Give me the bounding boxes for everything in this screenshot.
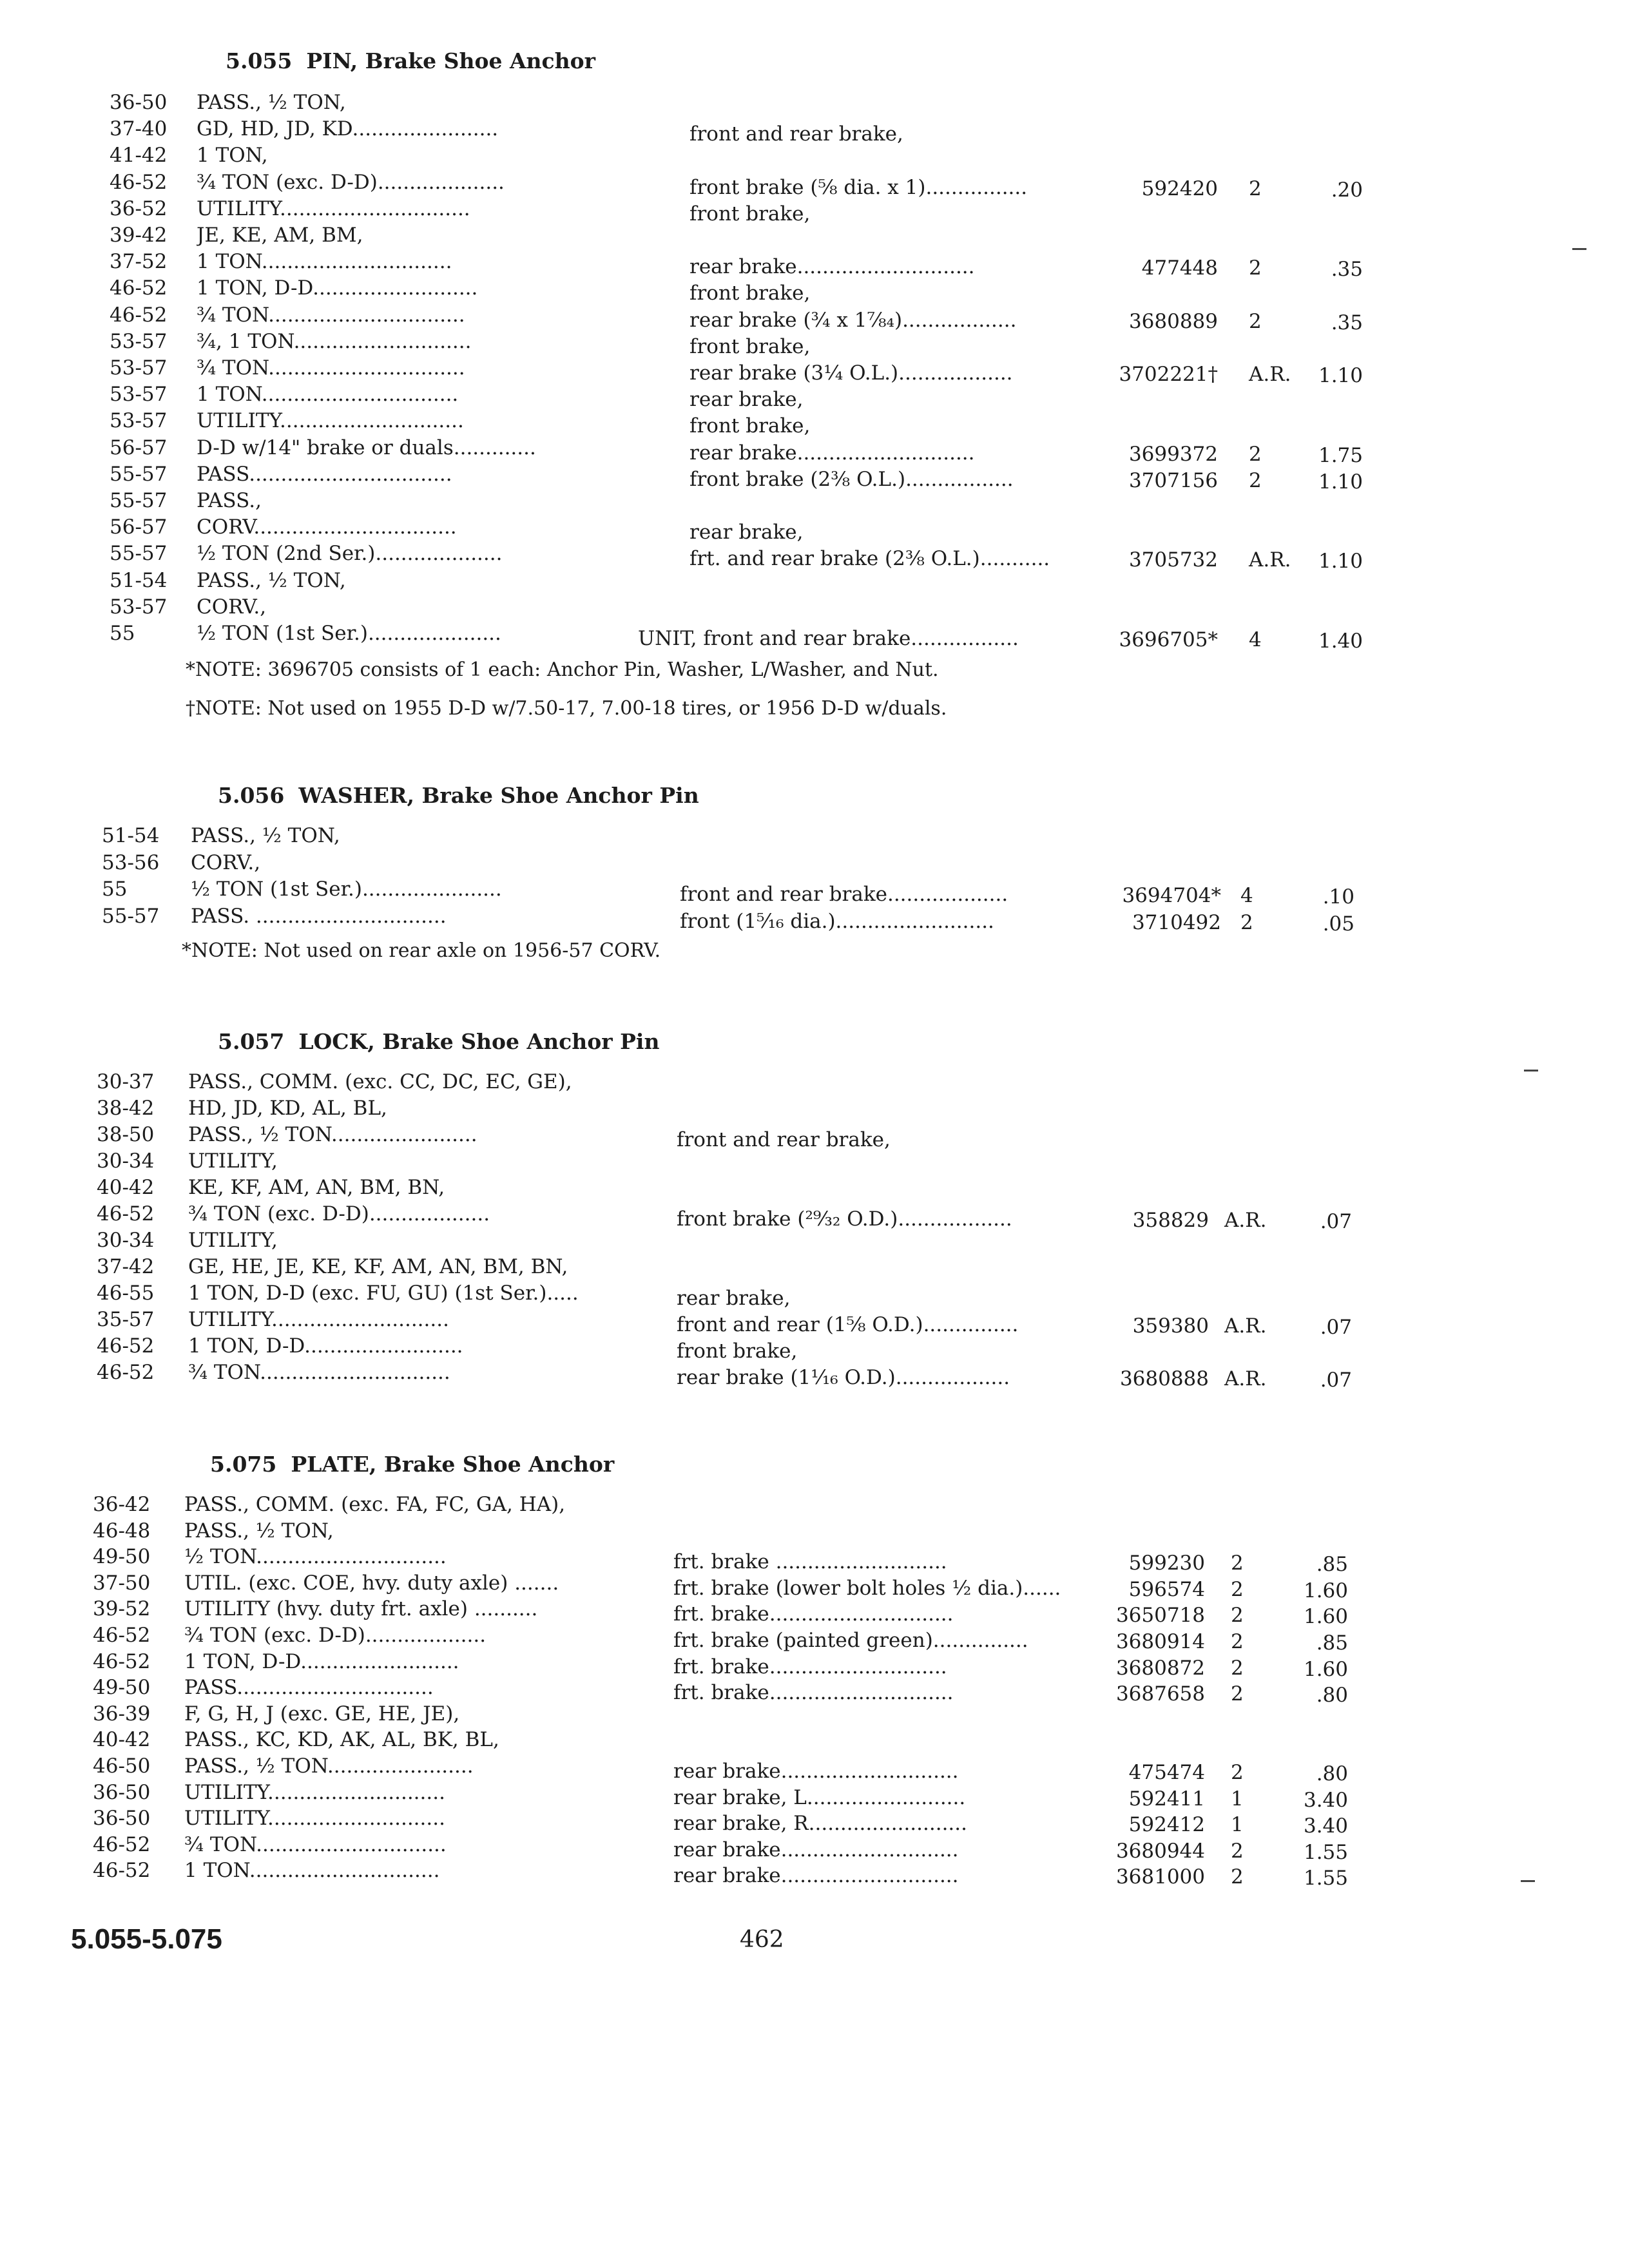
part-number: 3694704*	[1122, 884, 1221, 907]
model-description: ¾ TON...............................	[197, 356, 465, 380]
application: frt. brake ...........................	[673, 1550, 947, 1574]
quantity: A.R.	[1224, 1209, 1267, 1232]
quantity: A.R.	[1249, 363, 1291, 386]
model-description: 1 TON..............................	[184, 1859, 440, 1883]
model-description: UTILITY............................	[184, 1780, 445, 1804]
year-range: 46-52	[93, 1624, 151, 1647]
year-range: 49-50	[93, 1545, 151, 1569]
part-number: 3650718	[1115, 1604, 1205, 1628]
application: rear brake............................	[673, 1760, 959, 1783]
model-description: CORV.,	[197, 595, 267, 619]
price: 1.60	[1303, 1657, 1348, 1681]
part-number: 3707156	[1128, 468, 1218, 492]
year-range: 46-52	[93, 1832, 151, 1856]
part-number: 592420	[1141, 177, 1218, 200]
application: UNIT, front and rear brake.................	[638, 627, 1019, 650]
quantity: 4	[1249, 628, 1262, 651]
price: 1.60	[1303, 1605, 1348, 1629]
application: rear brake, R.........................	[673, 1812, 967, 1836]
model-description: PASS., ½ TON,	[197, 91, 346, 114]
table-row	[0, 1254, 1629, 1282]
year-range: 46-52	[110, 170, 168, 194]
table-row	[0, 436, 1629, 467]
margin-mark	[1521, 1880, 1535, 1882]
quantity: 2	[1231, 1761, 1244, 1784]
model-description: GE, HE, JE, KE, KF, AM, AN, BM, BN,	[188, 1255, 568, 1278]
price: .10	[1322, 885, 1354, 908]
part-number: 358829	[1132, 1209, 1209, 1232]
year-range: 53-57	[110, 329, 168, 353]
application: front brake,	[689, 414, 811, 438]
table-row	[0, 1519, 1629, 1546]
table-row	[0, 303, 1629, 334]
year-range: 56-57	[110, 515, 168, 539]
model-description: UTIL. (exc. COE, hvy. duty axle) .......	[184, 1571, 559, 1595]
table-row	[0, 1858, 1629, 1890]
table-row	[0, 356, 1629, 387]
section-heading	[218, 1029, 659, 1054]
part-number: 3699372	[1128, 442, 1218, 466]
year-range: 46-52	[110, 276, 168, 300]
part-number: 3705732	[1128, 548, 1218, 572]
table-row	[0, 1334, 1629, 1361]
quantity: 4	[1240, 884, 1253, 907]
year-range: 53-57	[110, 383, 168, 407]
table-row	[0, 1281, 1629, 1308]
year-range: 40-42	[97, 1176, 155, 1199]
model-description: UTILITY,	[188, 1229, 278, 1252]
application: rear brake, L.........................	[673, 1785, 966, 1809]
model-description: UTILITY............................	[188, 1308, 449, 1331]
application: front brake,	[689, 282, 811, 305]
year-range: 55	[110, 622, 135, 645]
year-range: 55	[102, 878, 128, 901]
model-description: ¾, 1 TON............................	[197, 329, 472, 353]
year-range: 36-52	[110, 197, 168, 220]
table-row	[0, 170, 1629, 202]
model-description: 1 TON,	[197, 144, 268, 168]
application: rear brake,	[689, 388, 804, 412]
year-range: 55-57	[110, 489, 168, 512]
application: rear brake (¾ x 1⅞₄)..................	[689, 308, 1017, 332]
model-description: PASS., COMM. (exc. CC, DC, EC, GE),	[188, 1070, 572, 1093]
model-description: UTILITY............................	[184, 1807, 445, 1831]
application: frt. brake.............................	[673, 1602, 954, 1626]
year-range: 46-52	[97, 1334, 155, 1358]
quantity: 2	[1231, 1682, 1244, 1706]
model-description: PASS., KC, KD, AK, AL, BK, BL,	[184, 1728, 499, 1752]
table-row	[0, 1122, 1629, 1149]
footnote: *NOTE: 3696705 consists of 1 each: Anchor Pin, Washer, L/Washer, and Nut.	[186, 658, 939, 681]
part-number: 3681000	[1115, 1865, 1205, 1889]
section-number: 5.057	[218, 1029, 285, 1054]
part-number: 3680872	[1115, 1656, 1205, 1680]
model-description: PASS................................	[197, 462, 452, 486]
price: .85	[1316, 1631, 1348, 1655]
application: rear brake,	[677, 1287, 791, 1310]
model-description: UTILITY (hvy. duty frt. axle) ..........	[184, 1597, 538, 1621]
application: front (1⁵⁄₁₆ dia.).........................	[680, 909, 994, 933]
table-row	[0, 1675, 1629, 1707]
table-row	[0, 1492, 1629, 1519]
model-description: PASS., ½ TON,	[191, 824, 340, 847]
year-range: 51-54	[102, 824, 160, 847]
table-row	[0, 568, 1629, 595]
quantity: A.R.	[1249, 548, 1291, 572]
model-description: ¾ TON...............................	[197, 303, 465, 327]
year-range: 30-37	[97, 1070, 155, 1093]
table-row	[0, 382, 1629, 412]
price: 1.40	[1318, 629, 1363, 653]
model-description: 1 TON...............................	[197, 383, 459, 407]
year-range: 36-50	[110, 91, 168, 114]
application: frt. brake (lower bolt holes ½ dia.)......	[673, 1576, 1061, 1600]
part-number: 599230	[1128, 1552, 1205, 1575]
table-row	[0, 462, 1629, 494]
table-row	[0, 515, 1629, 542]
quantity: 2	[1231, 1839, 1244, 1863]
model-description: ¾ TON (exc. D-D)....................	[197, 170, 505, 194]
year-range: 46-52	[93, 1649, 151, 1673]
part-number: 3680944	[1115, 1839, 1205, 1863]
section-heading	[210, 1452, 614, 1477]
model-description: ¾ TON..............................	[184, 1832, 447, 1856]
footnote: *NOTE: Not used on rear axle on 1956-57 CORV.	[182, 939, 661, 962]
margin-mark	[1572, 248, 1586, 250]
part-number: 592411	[1128, 1787, 1205, 1811]
table-row	[0, 1096, 1629, 1123]
model-description: HD, JD, KD, AL, BL,	[188, 1097, 387, 1120]
price: .80	[1316, 1762, 1348, 1785]
table-row	[0, 143, 1629, 170]
quantity: 2	[1249, 442, 1262, 466]
application: front and rear brake,	[677, 1128, 891, 1151]
margin-mark	[1524, 1070, 1538, 1072]
model-description: CORV................................	[197, 515, 457, 539]
table-row	[0, 1544, 1629, 1577]
year-range: 53-56	[102, 850, 160, 874]
model-description: PASS., ½ TON,	[184, 1519, 334, 1542]
year-range: 37-40	[110, 117, 168, 141]
model-description: PASS., ½ TON,	[197, 568, 346, 592]
table-row	[0, 1727, 1629, 1754]
year-range: 35-57	[97, 1308, 155, 1331]
price: .07	[1320, 1210, 1352, 1233]
part-number: 3702221†	[1119, 363, 1218, 386]
year-range: 36-39	[93, 1702, 151, 1725]
price: 1.60	[1303, 1579, 1348, 1602]
section-heading	[226, 48, 595, 73]
year-range: 36-50	[93, 1780, 151, 1804]
price: .35	[1331, 311, 1363, 334]
price: 3.40	[1303, 1814, 1348, 1838]
year-range: 53-57	[110, 409, 168, 433]
year-range: 46-52	[97, 1361, 155, 1384]
section-title: WASHER, Brake Shoe Anchor Pin	[298, 783, 699, 808]
application: front brake,	[689, 334, 811, 358]
model-description: PASS., ½ TON.......................	[188, 1123, 477, 1146]
model-description: JE, KE, AM, BM,	[197, 224, 363, 247]
year-range: 53-57	[110, 356, 168, 380]
year-range: 46-52	[93, 1859, 151, 1883]
model-description: ¾ TON..............................	[188, 1361, 450, 1384]
table-row	[0, 408, 1629, 436]
year-range: 46-52	[110, 303, 168, 327]
model-description: PASS., ½ TON.......................	[184, 1754, 474, 1778]
price: 1.55	[1303, 1867, 1348, 1890]
quantity: 2	[1231, 1604, 1244, 1628]
model-description: 1 TON, D-D..........................	[197, 276, 478, 300]
year-range: 37-42	[97, 1255, 155, 1278]
quantity: 2	[1231, 1577, 1244, 1601]
quantity: 2	[1249, 256, 1262, 280]
table-row	[0, 1149, 1629, 1176]
table-row	[0, 117, 1629, 144]
year-range: 40-42	[93, 1728, 151, 1752]
application: rear brake............................	[673, 1864, 959, 1888]
application: front and rear brake,	[689, 122, 903, 146]
year-range: 55-57	[110, 542, 168, 566]
table-row	[0, 1623, 1629, 1655]
application: frt. brake (painted green)...............	[673, 1629, 1028, 1652]
model-description: PASS., COMM. (exc. FA, FC, GA, HA),	[184, 1493, 566, 1516]
price: .35	[1331, 258, 1363, 282]
quantity: 2	[1231, 1656, 1244, 1680]
table-row	[0, 1597, 1629, 1629]
part-number: 592412	[1128, 1813, 1205, 1837]
footnote: †NOTE: Not used on 1955 D-D w/7.50-17, 7.00-18 tires, or 1956 D-D w/duals.	[186, 697, 947, 720]
section-title: LOCK, Brake Shoe Anchor Pin	[298, 1029, 660, 1054]
section-number: 5.056	[218, 783, 285, 808]
quantity: 1	[1231, 1813, 1244, 1837]
model-description: ½ TON (1st Ser.).....................	[197, 622, 501, 645]
table-row	[0, 1360, 1629, 1392]
part-number: 3696705*	[1119, 628, 1218, 651]
table-row	[0, 904, 1629, 936]
model-description: ½ TON..............................	[184, 1545, 447, 1569]
year-range: 51-54	[110, 568, 168, 592]
quantity: 2	[1249, 468, 1262, 492]
application: rear brake,	[689, 521, 804, 544]
year-range: 46-52	[97, 1202, 155, 1225]
model-description: ½ TON (2nd Ser.)....................	[197, 542, 503, 566]
application: front brake,	[677, 1340, 798, 1363]
application: rear brake (3¼ O.L.)..................	[689, 361, 1013, 385]
price: .07	[1320, 1316, 1352, 1339]
model-description: CORV.,	[191, 850, 261, 874]
table-row	[0, 1202, 1629, 1233]
price: 1.10	[1318, 550, 1363, 573]
price: 1.10	[1318, 364, 1363, 387]
year-range: 46-50	[93, 1754, 151, 1778]
table-row	[0, 621, 1629, 653]
application: front and rear brake...................	[680, 883, 1008, 906]
price: 1.75	[1318, 443, 1363, 467]
price: .20	[1331, 178, 1363, 202]
table-row	[0, 197, 1629, 224]
table-row	[0, 1649, 1629, 1681]
model-description: UTILITY,	[188, 1149, 278, 1173]
table-row	[0, 1571, 1629, 1602]
table-row	[0, 541, 1629, 573]
model-description: 1 TON..............................	[197, 250, 452, 274]
model-description: 1 TON, D-D.........................	[188, 1334, 463, 1358]
table-row	[0, 1175, 1629, 1202]
quantity: 2	[1240, 910, 1253, 934]
model-description: ½ TON (1st Ser.)......................	[191, 878, 502, 901]
year-range: 30-34	[97, 1229, 155, 1252]
part-number: 477448	[1141, 256, 1218, 280]
table-row	[0, 488, 1629, 515]
table-row	[0, 276, 1629, 303]
application: front brake (⅝ dia. x 1)................	[689, 175, 1028, 199]
part-number: 475474	[1128, 1761, 1205, 1784]
year-range: 53-57	[110, 595, 168, 619]
section-number: 5.075	[210, 1452, 277, 1477]
table-row	[0, 223, 1629, 250]
model-description: ¾ TON (exc. D-D)...................	[188, 1202, 490, 1225]
table-row	[0, 595, 1629, 622]
model-description: UTILITY..............................	[197, 197, 470, 220]
part-number: 359380	[1132, 1314, 1209, 1338]
table-row	[0, 90, 1629, 117]
section-heading	[218, 783, 699, 808]
quantity: A.R.	[1224, 1314, 1267, 1338]
application: front and rear (1⅝ O.D.)...............	[677, 1313, 1019, 1336]
quantity: 1	[1231, 1787, 1244, 1811]
model-description: PASS...............................	[184, 1676, 434, 1700]
model-description: KE, KF, AM, AN, BM, BN,	[188, 1176, 445, 1199]
section-number: 5.055	[226, 48, 293, 73]
year-range: 55-57	[110, 462, 168, 486]
model-description: D-D w/14" brake or duals.............	[197, 436, 536, 459]
price: 1.55	[1303, 1840, 1348, 1864]
table-row	[0, 1070, 1629, 1097]
model-description: 1 TON, D-D (exc. FU, GU) (1st Ser.).....	[188, 1282, 579, 1305]
year-range: 38-42	[97, 1097, 155, 1120]
application: rear brake (1⅟₁₆ O.D.)..................	[677, 1366, 1010, 1389]
year-range: 36-42	[93, 1493, 151, 1516]
table-row	[0, 1832, 1629, 1864]
part-number: 3680888	[1119, 1367, 1209, 1390]
application: front brake,	[689, 202, 811, 226]
part-number: 3687658	[1115, 1682, 1205, 1706]
table-row	[0, 249, 1629, 282]
model-description: PASS. ..............................	[191, 904, 447, 928]
year-range: 41-42	[110, 144, 168, 168]
table-row	[0, 1780, 1629, 1812]
year-range: 46-55	[97, 1282, 155, 1305]
year-range: 37-50	[93, 1571, 151, 1595]
table-row	[0, 329, 1629, 356]
model-description: GD, HD, JD, KD.......................	[197, 117, 499, 141]
price: .05	[1322, 912, 1354, 936]
part-number: 596574	[1128, 1577, 1205, 1601]
quantity: 2	[1249, 177, 1262, 200]
quantity: 2	[1231, 1552, 1244, 1575]
price: 1.10	[1318, 470, 1363, 494]
price: 3.40	[1303, 1788, 1348, 1812]
year-range: 38-50	[97, 1123, 155, 1146]
model-description: PASS.,	[197, 489, 262, 512]
table-row	[0, 850, 1629, 878]
section-title: PIN, Brake Shoe Anchor	[306, 48, 596, 73]
price: .80	[1316, 1684, 1348, 1707]
application: rear brake............................	[689, 255, 975, 279]
table-row	[0, 1806, 1629, 1838]
table-row	[0, 1754, 1629, 1785]
quantity: 2	[1231, 1865, 1244, 1889]
table-row	[0, 1228, 1629, 1255]
application: rear brake............................	[689, 441, 975, 465]
table-row	[0, 1307, 1629, 1339]
part-number: 3680914	[1115, 1630, 1205, 1653]
year-range: 37-52	[110, 250, 168, 274]
table-row	[0, 1702, 1629, 1729]
year-range: 39-52	[93, 1597, 151, 1621]
model-description: F, G, H, J (exc. GE, HE, JE),	[184, 1702, 460, 1725]
table-row	[0, 823, 1629, 850]
part-number: 3680889	[1128, 309, 1218, 333]
model-description: ¾ TON (exc. D-D)...................	[184, 1624, 487, 1647]
price: .85	[1316, 1553, 1348, 1577]
quantity: 2	[1249, 309, 1262, 333]
year-range: 36-50	[93, 1807, 151, 1831]
page-number: 462	[740, 1927, 784, 1953]
model-description: UTILITY.............................	[197, 409, 464, 433]
table-row	[0, 877, 1629, 908]
part-number: 3710492	[1132, 910, 1221, 934]
year-range: 39-42	[110, 224, 168, 247]
quantity: 2	[1231, 1630, 1244, 1653]
application: frt. brake............................	[673, 1655, 947, 1678]
quantity: A.R.	[1224, 1367, 1267, 1390]
footer-section-range: 5.055-5.075	[71, 1923, 222, 1955]
year-range: 46-48	[93, 1519, 151, 1542]
application: frt. and rear brake (2⅜ O.L.)...........	[689, 547, 1050, 571]
price: .07	[1320, 1369, 1352, 1392]
year-range: 49-50	[93, 1676, 151, 1700]
application: frt. brake.............................	[673, 1681, 954, 1705]
application: front brake (²⁹⁄₃₂ O.D.)..................	[677, 1207, 1012, 1231]
year-range: 30-34	[97, 1149, 155, 1173]
application: rear brake............................	[673, 1838, 959, 1861]
application: front brake (2⅜ O.L.).................	[689, 467, 1014, 491]
year-range: 55-57	[102, 904, 160, 928]
section-title: PLATE, Brake Shoe Anchor	[291, 1452, 615, 1477]
year-range: 56-57	[110, 436, 168, 459]
model-description: 1 TON, D-D.........................	[184, 1649, 459, 1673]
